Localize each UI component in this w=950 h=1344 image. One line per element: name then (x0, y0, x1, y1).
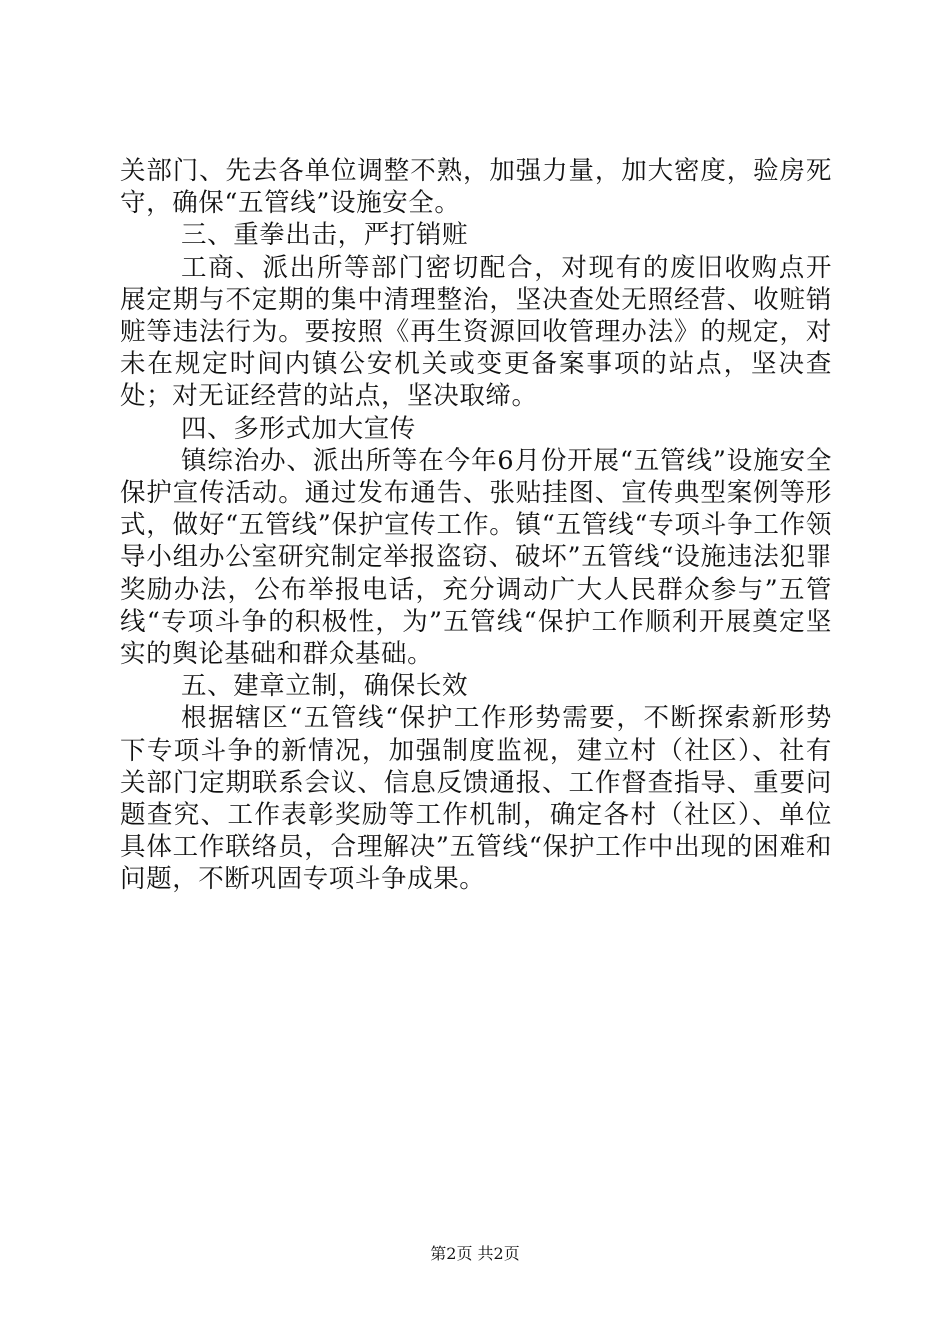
section-heading-5: 五、建章立制，确保长效 (181, 671, 469, 702)
section-heading-3: 三、重拳出击，严打销赃 (181, 220, 469, 251)
document-body (120, 155, 832, 896)
page-footer: 第2页 共2页 (430, 1244, 520, 1263)
paragraph-continuation: 关部门、先去各单位调整不熟，加强力量，加大密度，验房死守，确保“五管线”设施安全。 (120, 156, 832, 219)
paragraph-section-3: 工商、派出所等部门密切配合，对现有的废旧收购点开展定期与不定期的集中清理整治，坚决查处无照经营、收赃销赃等违法行为。要按照《再生资源回收管理办法》的规定，对未在规定时间内镇公安机关或变更备案事项的站点，坚决查处；对无证经营的站点，坚决取缔。 (120, 252, 832, 412)
section-heading-4: 四、多形式加大宣传 (181, 413, 416, 444)
paragraph-section-4: 镇综治办、派出所等在今年6月份开展“五管线”设施安全保护宣传活动。通过发布通告、张贴挂图、宣传典型案例等形式，做好“五管线”保护宣传工作。镇“五管线“专项斗争工作领导小组办公室研究制定举报盗窃、破坏”五管线“设施违法犯罪奖励办法，公布举报电话，充分调动广大人民群众参与”五管线“专项斗争的积极性，为”五管线“保护工作顺利开展奠定坚实的舆论基础和群众基础。 (120, 445, 832, 670)
paragraph-section-5: 根据辖区“五管线“保护工作形势需要，不断探索新形势下专项斗争的新情况，加强制度监视，建立村（社区）、社有关部门定期联系会议、信息反馈通报、工作督查指导、重要问题查究、工作表彰奖励等工作机制，确定各村（社区）、单位具体工作联络员，合理解决”五管线“保护工作中出现的困难和问题，不断巩固专项斗争成果。 (120, 703, 832, 895)
